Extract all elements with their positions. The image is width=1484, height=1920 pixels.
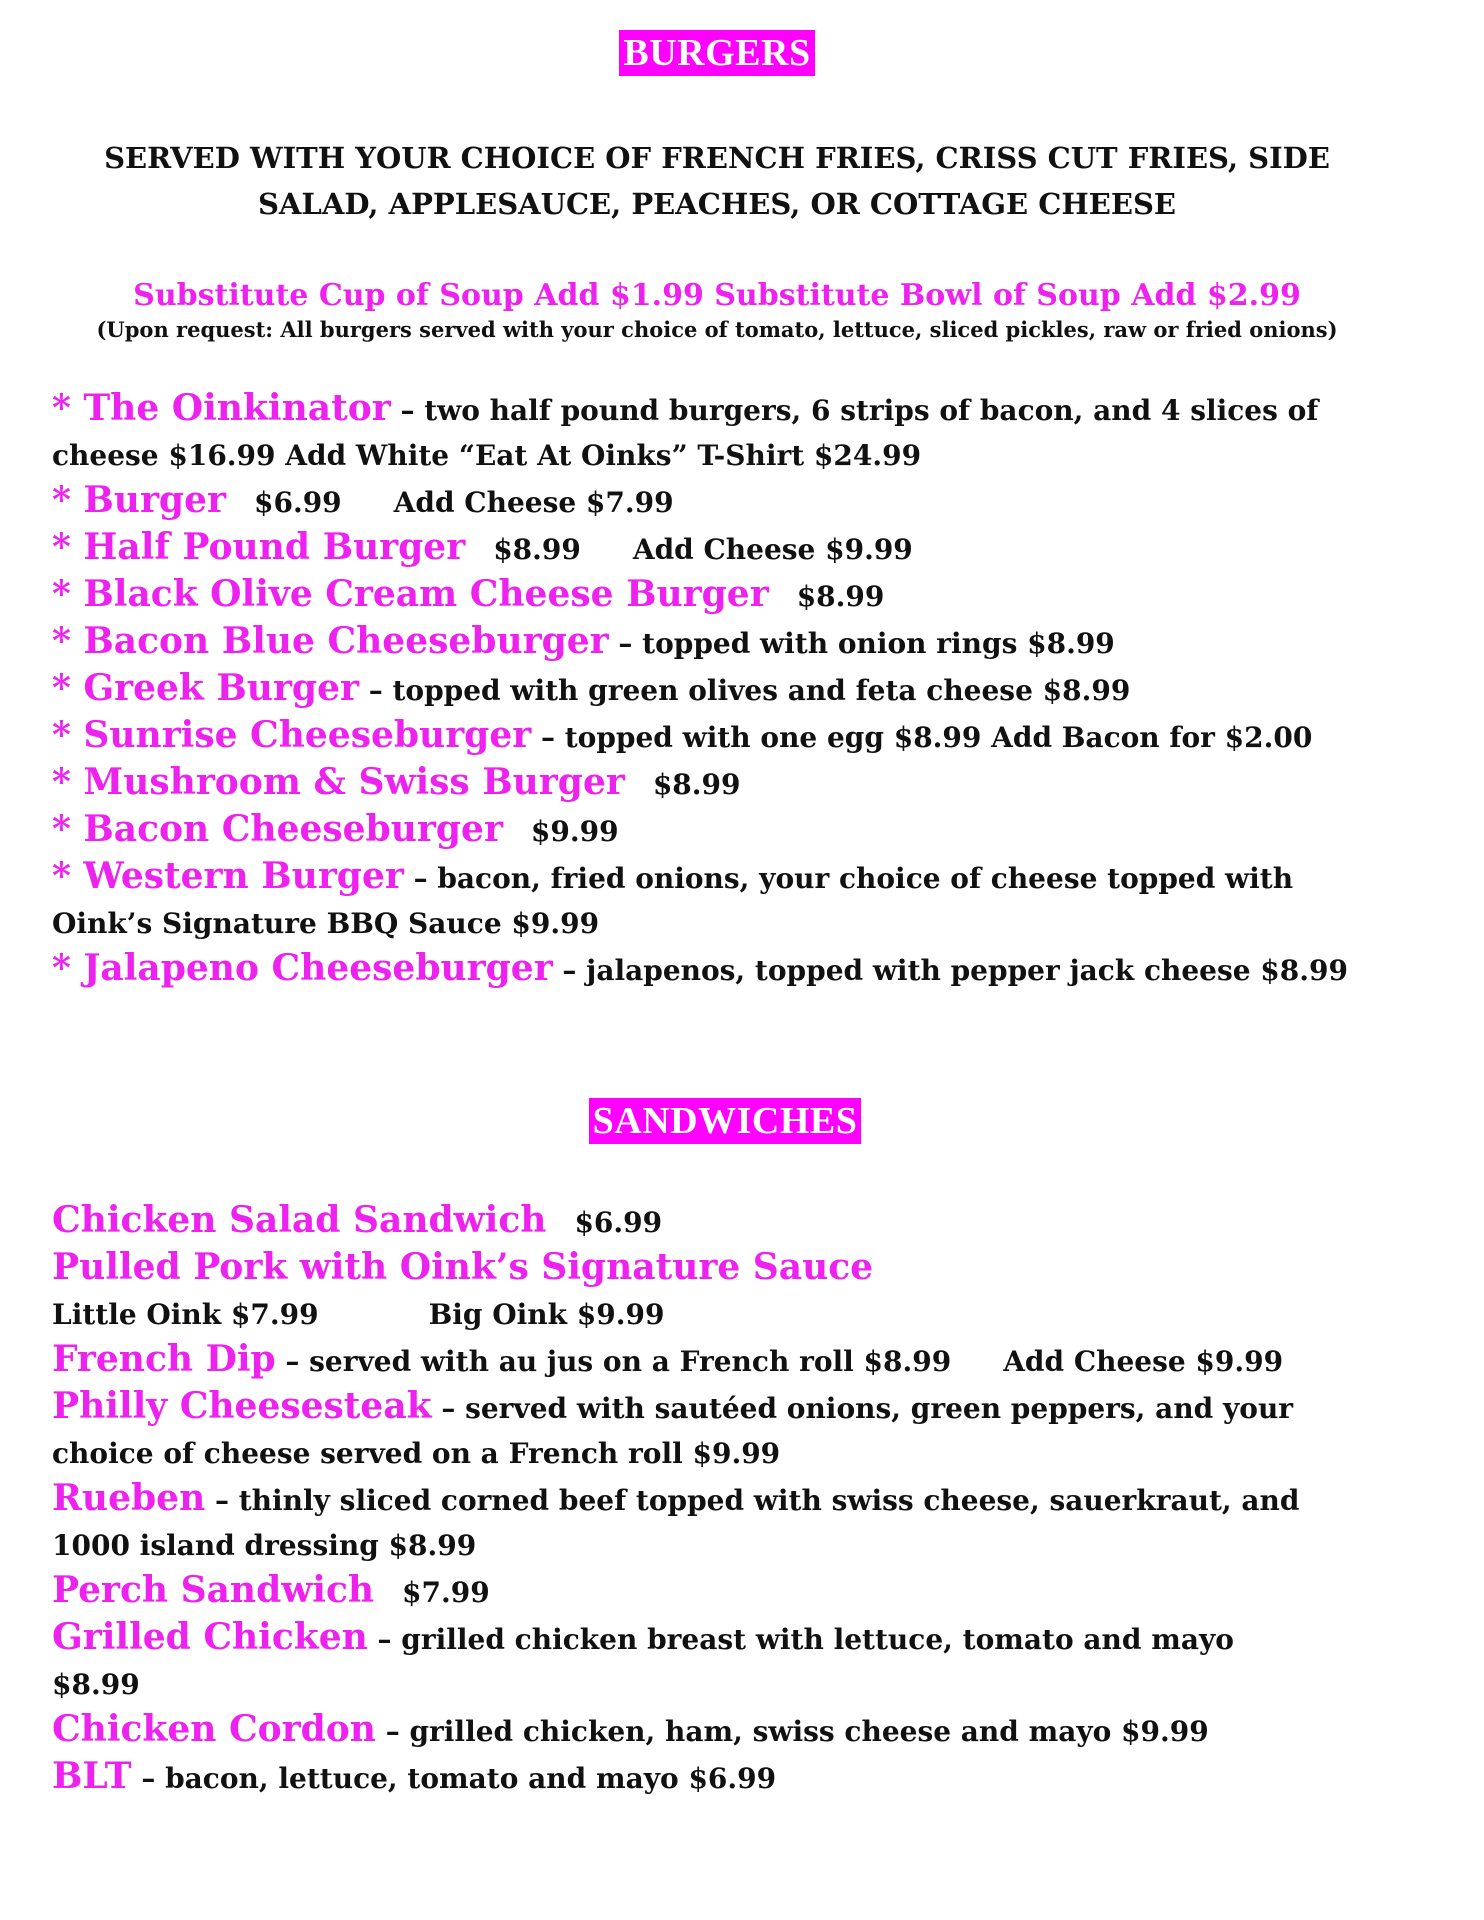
- sandwich-item-chicken-cordon: [52, 1707, 1452, 1754]
- item-desc: – topped with green olives and feta cheese $8.99: [358, 674, 1131, 707]
- burgers-heading: BURGERS: [619, 30, 814, 76]
- burger-item-sunrise: [52, 713, 1452, 760]
- item-price: $8.99: [493, 533, 581, 566]
- item-price: $6.99: [574, 1206, 663, 1239]
- sandwich-item-philly: [52, 1384, 1452, 1476]
- item-desc-cont: cheese $16.99 Add White “Eat At Oinks” T-Shirt $24.99: [52, 439, 922, 472]
- item-desc: – served with au jus on a French roll $8.99: [275, 1345, 952, 1378]
- sandwich-item-blt: [52, 1754, 1452, 1801]
- burger-list: [52, 386, 1452, 993]
- item-name: * Western Burger: [52, 855, 404, 897]
- item-name: * Jalapeno Cheeseburger: [52, 947, 553, 989]
- substitute-soup-line: Substitute Cup of Soup Add $1.99 Substitute Bowl of Soup Add $2.99: [133, 278, 1301, 313]
- item-name: * Sunrise Cheeseburger: [52, 714, 532, 756]
- sandwiches-heading: SANDWICHES: [589, 1098, 862, 1144]
- sandwich-item-chicken-salad: [52, 1198, 1452, 1245]
- item-name: * Bacon Cheeseburger: [52, 808, 503, 850]
- sandwich-item-rueben: [52, 1476, 1452, 1568]
- item-name: Rueben: [52, 1477, 206, 1519]
- item-name: Grilled Chicken: [52, 1616, 368, 1658]
- sandwich-item-grilled-chicken: [52, 1615, 1452, 1707]
- item-price: $6.99: [253, 486, 342, 519]
- burger-item-burger: [52, 478, 1452, 525]
- item-desc-cont: Oink’s Signature BBQ Sauce $9.99: [52, 907, 600, 940]
- item-name: * Bacon Blue Cheeseburger: [52, 620, 609, 662]
- item-desc-cont: $8.99: [52, 1668, 140, 1701]
- item-name: * Black Olive Cream Cheese Burger: [52, 573, 769, 615]
- item-desc: – topped with onion rings $8.99: [608, 627, 1115, 660]
- item-name: * Greek Burger: [52, 667, 359, 709]
- burger-item-greek: [52, 666, 1452, 713]
- item-name: Chicken Cordon: [52, 1708, 376, 1750]
- item-desc: – jalapenos, topped with pepper jack cheese $8.99: [552, 954, 1348, 987]
- item-desc-cont: 1000 island dressing $8.99: [52, 1529, 477, 1562]
- served-with-line-2: SALAD, APPLESAUCE, PEACHES, OR COTTAGE CHEESE: [257, 187, 1176, 221]
- item-extra: Add Cheese $9.99: [632, 533, 913, 566]
- item-price: $8.99: [796, 580, 885, 613]
- item-price: $7.99: [402, 1576, 490, 1609]
- item-option-little: Little Oink $7.99: [52, 1298, 319, 1331]
- item-name: French Dip: [52, 1338, 276, 1380]
- sandwich-item-perch: [52, 1568, 1452, 1615]
- item-desc: – two half pound burgers, 6 strips of bacon, and 4 slices of: [390, 394, 1319, 427]
- burger-item-black-olive: [52, 572, 1452, 619]
- item-name: * Burger: [52, 479, 226, 521]
- item-extra: Add Cheese $7.99: [393, 486, 674, 519]
- item-desc-cont: choice of cheese served on a French roll $9.99: [52, 1437, 781, 1470]
- served-with-block: [0, 135, 1434, 227]
- item-price: $9.99: [530, 815, 619, 848]
- item-name: Perch Sandwich: [52, 1569, 375, 1611]
- burger-item-half-pound: [52, 525, 1452, 572]
- substitute-block: [0, 276, 1434, 344]
- item-desc: – thinly sliced corned beef topped with swiss cheese, sauerkraut, and: [205, 1484, 1300, 1517]
- upon-request-note: (Upon request: All burgers served with your choice of tomato, lettuce, sliced pickles, raw or fried onions): [96, 317, 1338, 342]
- sandwich-item-french-dip: [52, 1337, 1452, 1384]
- sandwich-item-pulled-pork: [52, 1245, 1452, 1337]
- item-desc: – bacon, fried onions, your choice of cheese topped with: [403, 862, 1294, 895]
- item-desc: – topped with one egg $8.99 Add Bacon for $2.00: [531, 721, 1313, 754]
- burger-item-bacon-blue: [52, 619, 1452, 666]
- item-name: * Mushroom & Swiss Burger: [52, 761, 625, 803]
- item-desc: – served with sautéed onions, green peppers, and your: [431, 1392, 1294, 1425]
- item-name: * Half Pound Burger: [52, 526, 466, 568]
- item-name: BLT: [52, 1755, 132, 1797]
- item-option-big: Big Oink $9.99: [428, 1298, 665, 1331]
- burger-item-western: [52, 854, 1452, 946]
- item-desc: – grilled chicken, ham, swiss cheese and mayo $9.99: [375, 1715, 1209, 1748]
- burger-item-bacon-cheeseburger: [52, 807, 1452, 854]
- item-desc: – grilled chicken breast with lettuce, tomato and mayo: [367, 1623, 1234, 1656]
- burger-item-jalapeno: [52, 946, 1452, 993]
- served-with-line-1: SERVED WITH YOUR CHOICE OF FRENCH FRIES, CRISS CUT FRIES, SIDE: [104, 141, 1330, 175]
- item-name: * The Oinkinator: [52, 387, 391, 429]
- burger-item-oinkinator: [52, 386, 1452, 478]
- item-price: $8.99: [652, 768, 741, 801]
- sandwich-list: [52, 1198, 1452, 1801]
- item-name: Philly Cheesesteak: [52, 1385, 432, 1427]
- item-name: Pulled Pork with Oink’s Signature Sauce: [52, 1246, 874, 1288]
- burger-item-mushroom-swiss: [52, 760, 1452, 807]
- item-desc: – bacon, lettuce, tomato and mayo $6.99: [131, 1762, 777, 1795]
- item-extra: Add Cheese $9.99: [1003, 1345, 1284, 1378]
- item-name: Chicken Salad Sandwich: [52, 1199, 547, 1241]
- sandwiches-heading-wrap: [0, 1098, 1450, 1144]
- burgers-heading-wrap: [0, 30, 1434, 76]
